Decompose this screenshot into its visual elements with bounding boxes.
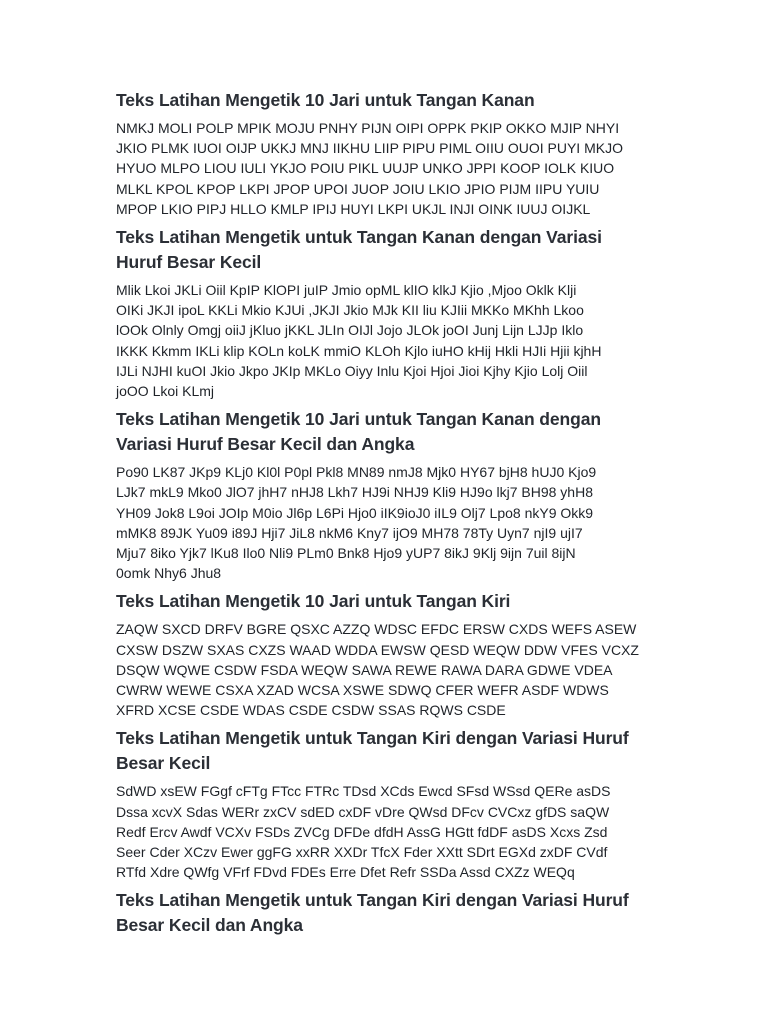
text-line: CXSW DSZW SXAS CXZS WAAD WDDA EWSW QESD WEQW DDW VFES VCXZ: [116, 641, 639, 658]
text-line: IJLi NJHI kuOI Jkio Jkpo JKIp MKLo Oiyy Inlu Kjoi Hjoi Jioi Kjhy Kjio Lolj Oiil: [116, 362, 588, 379]
text-line: NMKJ MOLI POLP MPIK MOJU PNHY PIJN OIPI OPPK PKIP OKKO MJIP NHYI: [116, 120, 620, 136]
section-left-hand-mixed-case: [116, 726, 646, 882]
text-line: ZAQW SXCD DRFV BGRE QSXC AZZQ WDSC EFDC ERSW CXDS WEFS ASEW: [116, 621, 637, 638]
text-line: Mlik Lkoi JKLi Oiil KpIP KlOPI juIP Jmio opML klIO klkJ Kjio ,Mjoo Oklk Klji: [116, 282, 577, 299]
text-line: 0omk Nhy6 Jhu8: [116, 565, 222, 582]
text-line: OIKi JKJI ipoL KKLi Mkio KJUi ,JKJI Jkio MJk KII liu KJIii MKKo MKhh Lkoo: [116, 302, 584, 319]
section-heading: Teks Latihan Mengetik 10 Jari untuk Tangan Kanan dengan Variasi Huruf Besar Kecil dan Angka: [116, 409, 601, 455]
section-body: [116, 280, 646, 401]
text-line: YH09 Jok8 L9oi JOIp M0io Jl6p L6Pi Hjo0 iIK9ioJ0 iIL9 Olj7 Lpo8 nkY9 Okk9: [116, 504, 594, 521]
section-heading: Teks Latihan Mengetik untuk Tangan Kiri dengan Variasi Huruf Besar Kecil: [116, 728, 629, 774]
text-line: RTfd Xdre QWfg VFrf FDvd FDEs Erre Dfet Refr SSDa Assd CXZz WEQq: [116, 864, 575, 881]
section-heading: Teks Latihan Mengetik 10 Jari untuk Tangan Kanan: [116, 90, 535, 110]
text-line: joOO Lkoi KLmj: [116, 383, 215, 400]
text-line: Dssa xcvX Sdas WERr zxCV sdED cxDF vDre QWsd DFcv CVCxz gfDS saQW: [116, 803, 610, 820]
text-line: JKIO PLMK IUOI OIJP UKKJ MNJ IIKHU LIIP PIPU PIML OIIU OUOI PUYI MKJO: [116, 140, 623, 157]
text-line: IKKK Kkmm IKLi klip KOLn koLK mmiO KLOh Kjlo iuHO kHij Hkli HJIi Hjii kjhH: [116, 342, 602, 359]
section-right-hand-mixed-case-numbers: [116, 407, 646, 583]
text-line: Mju7 8iko Yjk7 lKu8 Ilo0 Nli9 PLm0 Bnk8 Hjo9 yUP7 8ikJ 9Klj 9ijn 7uil 8ijN: [116, 545, 576, 562]
section-left-hand: [116, 589, 646, 720]
section-body: [116, 781, 646, 882]
text-line: SdWD xsEW FGgf cFTg FTcc FTRc TDsd XCds Ewcd SFsd WSsd QERe asDS: [116, 783, 611, 800]
section-body: [116, 118, 646, 219]
text-line: XFRD XCSE CSDE WDAS CSDE CSDW SSAS RQWS CSDE: [116, 702, 506, 719]
section-right-hand-mixed-case: [116, 225, 646, 401]
text-line: CWRW WEWE CSXA XZAD WCSA XSWE SDWQ CFER WEFR ASDF WDWS: [116, 682, 609, 699]
text-line: MLKL KPOL KPOP LKPI JPOP UPOI JUOP JOIU LKIO JPIO PIJM IIPU YUIU: [116, 180, 600, 197]
section-heading: Teks Latihan Mengetik untuk Tangan Kanan dengan Variasi Huruf Besar Kecil: [116, 227, 602, 273]
section-heading: Teks Latihan Mengetik 10 Jari untuk Tangan Kiri: [116, 591, 511, 612]
text-line: lOOk Olnly Omgj oiiJ jKluo jKKL JLIn OIJl Jojo JLOk joOI Junj Lijn LJJp Iklo: [116, 322, 584, 339]
text-line: DSQW WQWE CSDW FSDA WEQW SAWA REWE RAWA DARA GDWE VDEA: [116, 661, 613, 678]
section-heading: Teks Latihan Mengetik untuk Tangan Kiri dengan Variasi Huruf Besar Kecil dan Angka: [116, 890, 629, 936]
text-line: Redf Ercv Awdf VCXv FSDs ZVCg DFDe dfdH AssG HGtt fdDF asDS Xcxs Zsd: [116, 823, 608, 840]
text-line: LJk7 mkL9 Mko0 JlO7 jhH7 nHJ8 Lkh7 HJ9i NHJ9 Kli9 HJ9o lkj7 BH98 yhH8: [116, 484, 593, 501]
text-line: Seer Cder XCzv Ewer ggFG xxRR XXDr TfcX Fder XXtt SDrt EGXd zxDF CVdf: [116, 844, 608, 861]
text-line: Po90 LK87 JKp9 KLj0 Kl0l P0pl Pkl8 MN89 nmJ8 Mjk0 HY67 bjH8 hUJ0 Kjo9: [116, 464, 597, 481]
text-line: mMK8 89JK Yu09 i89J Hji7 JiL8 nkM6 Kny7 ijO9 MH78 78Ty Uyn7 njI9 ujI7: [116, 524, 583, 541]
section-left-hand-mixed-case-numbers: [116, 888, 646, 938]
text-line: MPOP LKIO PIPJ HLLO KMLP IPIJ HUYI LKPI UKJL INJI OINK IUUJ OIJKL: [116, 200, 591, 217]
section-body: [116, 619, 646, 720]
document-page: [116, 88, 646, 943]
section-right-hand: [116, 88, 646, 219]
text-line: HYUO MLPO LIOU IULI YKJO POIU PIKL UUJP UNKO JPPI KOOP IOLK KIUO: [116, 160, 615, 177]
section-body: [116, 462, 646, 583]
